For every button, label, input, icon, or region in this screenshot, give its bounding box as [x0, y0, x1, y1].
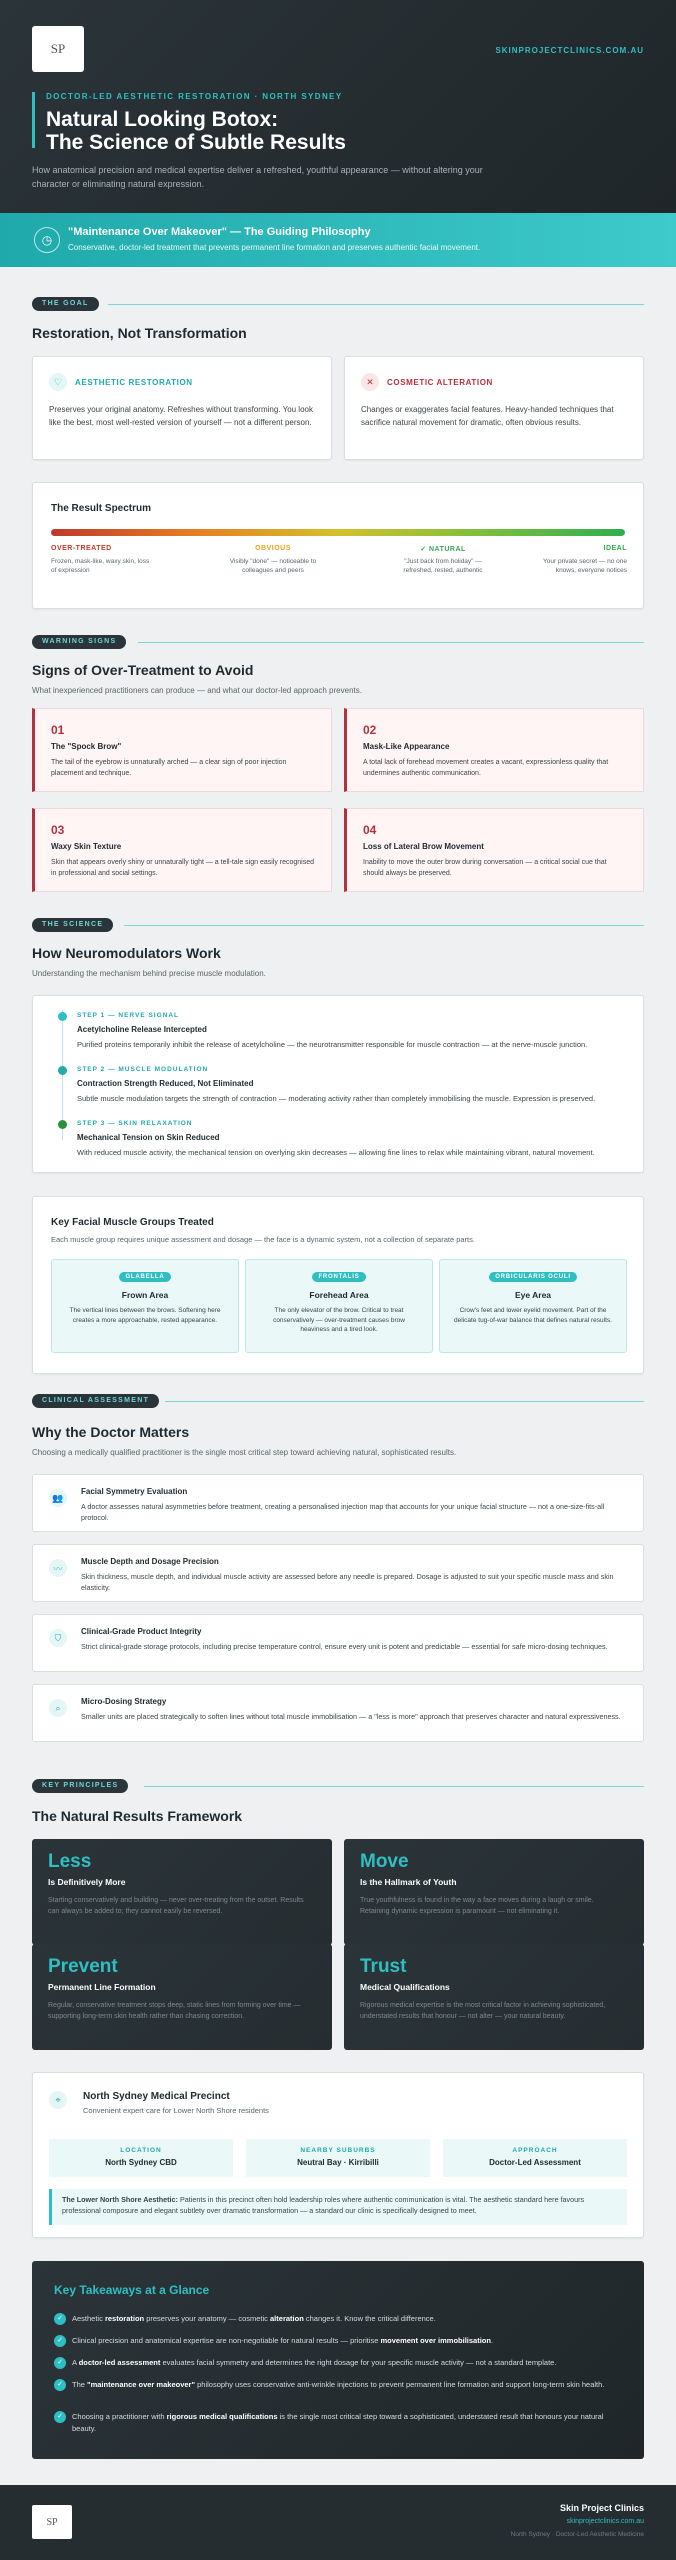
footer-logo[interactable]: SP	[32, 2505, 72, 2539]
step-title: Acetylcholine Release Intercepted	[77, 1025, 207, 1034]
muscle-tag: GLABELLA	[119, 1272, 170, 1282]
takeaway-item	[54, 2313, 624, 2325]
muscle-sub: Each muscle group requires unique assessment and dosage — the face is a dynamic system, not a collection of separate parts.	[51, 1235, 475, 1244]
section-pill-principles: KEY PRINCIPLES	[32, 1779, 128, 1793]
footer-clinic-name: Skin Project Clinics	[559, 2503, 644, 2513]
doctor-reason-row	[32, 1684, 644, 1742]
step-label: STEP 1 — NERVE SIGNAL	[77, 1012, 180, 1019]
location-note	[49, 2189, 627, 2225]
step-dot	[58, 1120, 67, 1129]
site-link[interactable]: SKINPROJECTCLINICS.COM.AU	[495, 46, 644, 55]
location-sub: Convenient expert care for Lower North Shore residents	[83, 2106, 269, 2115]
takeaway-item	[54, 2379, 624, 2391]
spectrum-label: IDEAL	[603, 545, 627, 552]
location-note-bold: The Lower North Shore Aesthetic:	[62, 2195, 178, 2204]
warning-desc: Skin that appears overly shiny or unnaturally tight — a tell-tale sign easily recognised in professional and social settings.	[51, 859, 315, 877]
principle-word: Less	[48, 1851, 92, 1872]
reason-desc: Skin thickness, muscle depth, and individual muscle activity are assessed before any needle is prepared. Dosage is adjusted to suit your specific muscle mass and skin elasticity.	[81, 1572, 614, 1592]
muscle-tag: ORBICULARIS OCULI	[489, 1272, 577, 1282]
muscle-name: Frown Area	[121, 1290, 169, 1300]
hero-subtitle: How anatomical precision and medical expertise deliver a refreshed, youthful appearance — without altering your character or eliminating natural expression.	[32, 165, 483, 189]
step-desc: Purified proteins temporarily inhibit the release of acetylcholine — the neurotransmitter responsible for muscle contraction — at the nerve-muscle junction.	[77, 1040, 588, 1049]
spectrum-desc: Visibly "done" — noticeable to colleagues and peers	[229, 558, 317, 574]
check-icon: ✓	[54, 2335, 66, 2347]
section-pill-clinical: CLINICAL ASSESSMENT	[32, 1394, 159, 1408]
step-dot	[58, 1012, 67, 1021]
principle-desc: Regular, conservative treatment stops deep, static lines from forming over time — supporting long-term skin health rather than chasing correction.	[48, 2002, 301, 2020]
warning-desc: A total lack of forehead movement creates a vacant, expressionless quality that undermines authentic communication.	[363, 759, 609, 777]
hero-eyebrow: DOCTOR-LED AESTHETIC RESTORATION · NORTH SYDNEY	[46, 92, 343, 101]
location-cell-value: Doctor-Led Assessment	[489, 2158, 581, 2167]
location-cell-label: LOCATION	[120, 2147, 162, 2154]
shield-icon: ⛉	[49, 1629, 67, 1647]
spectrum-gradient-bar	[51, 529, 625, 536]
principle-title: Is Definitively More	[48, 1877, 126, 1887]
science-sub: Understanding the mechanism behind precise muscle modulation.	[32, 969, 266, 978]
takeaway-text: Choosing a practitioner with rigorous medical qualifications is the single most critical step toward a sophisticated, understated result that honours your natural beauty.	[72, 2412, 604, 2433]
spectrum-desc: "Just back from holiday" — refreshed, rested, authentic	[403, 558, 483, 574]
spectrum-label: OBVIOUS	[255, 545, 291, 552]
step-title: Contraction Strength Reduced, Not Eliminated	[77, 1079, 254, 1088]
warning-number: 03	[51, 823, 65, 837]
section-pill-goal: THE GOAL	[32, 297, 99, 311]
muscle-group-card	[245, 1259, 433, 1353]
location-pin-icon: ⌖	[49, 2091, 67, 2109]
location-cell-value: Neutral Bay · Kirribilli	[297, 2158, 379, 2167]
spectrum-desc: Your private secret — no one knows, everyone notices	[543, 558, 627, 574]
location-cell	[443, 2139, 627, 2177]
location-cell-value: North Sydney CBD	[105, 2158, 177, 2167]
reason-title: Micro-Dosing Strategy	[81, 1697, 167, 1706]
clock-icon: ◷	[34, 227, 60, 253]
philosophy-banner	[0, 213, 676, 267]
footer-address: North Sydney · Doctor-Led Aesthetic Medicine	[510, 2531, 644, 2538]
check-icon: ✓	[54, 2357, 66, 2369]
heart-icon: ♡	[49, 373, 67, 391]
principle-card	[32, 1839, 332, 1945]
takeaway-item	[54, 2335, 624, 2347]
warning-desc: Inability to move the outer brow during conversation — a critical social cue that should always be preserved.	[363, 859, 607, 877]
reason-title: Facial Symmetry Evaluation	[81, 1487, 188, 1496]
section-pill-warning: WARNING SIGNS	[32, 635, 126, 649]
page-title	[46, 108, 606, 154]
muscle-desc: The only elevator of the brow. Critical to treat conservatively — over-treatment causes brow heaviness and a tired look.	[273, 1307, 405, 1333]
check-icon: ✓	[54, 2411, 66, 2423]
muscle-groups-card	[32, 1196, 644, 1374]
result-spectrum-card	[32, 482, 644, 609]
spectrum-label: ✓ NATURAL	[420, 546, 466, 553]
principle-desc: True youthfulness is found in the way a face moves during a laugh or smile. Retaining dynamic expression is paramount — not eliminating it.	[360, 1897, 594, 1915]
section-rule	[108, 304, 644, 305]
check-icon: ✓	[54, 2313, 66, 2325]
principle-title: Medical Qualifications	[360, 1982, 450, 1992]
restoration-title: AESTHETIC RESTORATION	[75, 378, 193, 387]
activity-icon: 〰	[49, 1559, 67, 1577]
philosophy-subtitle: Conservative, doctor-led treatment that prevents permanent line formation and preserves authentic facial movement.	[68, 243, 481, 252]
key-takeaways-panel	[32, 2261, 644, 2459]
location-cell	[49, 2139, 233, 2177]
spectrum-desc: Frozen, mask-like, waxy skin, loss of expression	[51, 558, 150, 574]
muscle-tag: FRONTALIS	[312, 1272, 365, 1282]
section-rule	[144, 1786, 644, 1787]
principle-desc: Starting conservatively and building — never over-treating from the outset. Results can always be added to; they cannot easily be reversed.	[48, 1897, 304, 1915]
muscle-group-card	[51, 1259, 239, 1353]
principle-word: Prevent	[48, 1956, 118, 1977]
takeaway-item	[54, 2357, 624, 2369]
warning-number: 02	[363, 723, 377, 737]
principle-card	[344, 1944, 644, 2050]
warning-heading: Signs of Over-Treatment to Avoid	[32, 662, 254, 678]
step-title: Mechanical Tension on Skin Reduced	[77, 1133, 220, 1142]
step-desc: Subtle muscle modulation targets the strength of contraction — moderating activity rather than completely immobilising the muscle. Expression is preserved.	[77, 1094, 596, 1103]
section-rule	[138, 642, 644, 643]
warning-sub: What inexperienced practitioners can produce — and what our doctor-led approach prevents.	[32, 686, 362, 695]
clinic-logo[interactable]: SP	[32, 26, 84, 72]
check-icon: ✓	[54, 2379, 66, 2391]
warning-title: Mask-Like Appearance	[363, 742, 450, 751]
mechanism-card	[32, 995, 644, 1173]
muscle-title: Key Facial Muscle Groups Treated	[51, 1217, 214, 1228]
step-label: STEP 3 — SKIN RELAXATION	[77, 1120, 193, 1127]
takeaway-text: A doctor-led assessment evaluates facial symmetry and determines the right dosage for your specific muscle activity — not a standard template.	[72, 2358, 557, 2367]
alteration-title: COSMETIC ALTERATION	[387, 378, 493, 387]
title-line-2: The Science of Subtle Results	[46, 131, 346, 154]
goal-heading: Restoration, Not Transformation	[32, 325, 247, 341]
warning-card	[32, 808, 332, 892]
doctor-sub: Choosing a medically qualified practitioner is the single most critical step toward achieving natural, sophisticated results.	[32, 1448, 457, 1457]
location-cell-label: APPROACH	[512, 2147, 558, 2154]
warning-title: Loss of Lateral Brow Movement	[363, 842, 484, 851]
muscle-name: Forehead Area	[309, 1290, 369, 1300]
warning-title: The "Spock Brow"	[51, 742, 122, 751]
warning-number: 04	[363, 823, 377, 837]
principle-card	[344, 1839, 644, 1945]
search-icon: ⌕	[49, 1699, 67, 1717]
location-cell-label: NEARBY SUBURBS	[300, 2147, 376, 2154]
hero-header	[0, 0, 676, 213]
takeaways-title: Key Takeaways at a Glance	[54, 2283, 210, 2297]
reason-desc: Smaller units are placed strategically to soften lines without total muscle immobilisation — a "less is more" approach that preserves character and natural expressiveness.	[81, 1712, 621, 1721]
step-desc: With reduced muscle activity, the mechanical tension on overlying skin decreases — allowing fine lines to relax while maintaining vibrant, natural movement.	[77, 1148, 595, 1157]
principle-title: Is the Hallmark of Youth	[360, 1877, 457, 1887]
footer	[0, 2485, 676, 2560]
takeaway-text: Aesthetic restoration preserves your anatomy — cosmetic alteration changes it. Know the critical difference.	[72, 2314, 436, 2323]
step-dot	[58, 1066, 67, 1075]
people-icon: 👥	[49, 1489, 67, 1507]
location-card	[32, 2072, 644, 2238]
reason-desc: A doctor assesses natural asymmetries before treatment, creating a personalised injection map that accounts for your unique facial structure — not a one-size-fits-all protocol.	[81, 1502, 605, 1522]
principle-card	[32, 1944, 332, 2050]
warning-desc: The tail of the eyebrow is unnaturally arched — a clear sign of poor injection placement and technique.	[51, 759, 287, 777]
alteration-body: Changes or exaggerates facial features. Heavy-handed techniques that sacrifice natural movement for dramatic, often obvious results.	[361, 405, 614, 427]
principle-word: Move	[360, 1851, 409, 1872]
step-label: STEP 2 — MUSCLE MODULATION	[77, 1066, 209, 1073]
takeaway-text: Clinical precision and anatomical expertise are non-negotiable for natural results — prioritise movement over immobilisation.	[72, 2336, 494, 2345]
warning-card	[344, 708, 644, 792]
section-pill-science: THE SCIENCE	[32, 918, 113, 932]
location-title: North Sydney Medical Precinct	[83, 2091, 230, 2102]
close-circle-icon: ✕	[361, 373, 379, 391]
muscle-group-card	[439, 1259, 627, 1353]
warning-number: 01	[51, 723, 65, 737]
reason-desc: Strict clinical-grade storage protocols, including precise temperature control, ensure every unit is potent and predictable — essential for safe micro-dosing techniques.	[81, 1642, 608, 1651]
doctor-reason-row	[32, 1544, 644, 1602]
spectrum-title: The Result Spectrum	[51, 503, 152, 514]
muscle-name: Eye Area	[514, 1290, 552, 1300]
principle-title: Permanent Line Formation	[48, 1982, 156, 1992]
location-note-text: Patients in this precinct often hold leadership roles where authentic communication is vital. The aesthetic standard here favours professional composure and elegant subtlety over dramatic transformation — a standard our clinic is specifically designed to meet.	[62, 2195, 585, 2215]
restoration-card	[32, 356, 332, 460]
doctor-heading: Why the Doctor Matters	[32, 1424, 190, 1440]
principle-word: Trust	[360, 1956, 407, 1977]
philosophy-title: "Maintenance Over Makeover" — The Guiding Philosophy	[68, 226, 371, 238]
warning-card	[32, 708, 332, 792]
accent-bar	[32, 92, 35, 148]
muscle-desc: The vertical lines between the brows. Softening here creates a more approachable, rested appearance.	[69, 1307, 221, 1324]
title-line-1: Natural Looking Botox:	[46, 108, 279, 131]
warning-card	[344, 808, 644, 892]
alteration-card	[344, 356, 644, 460]
reason-title: Clinical-Grade Product Integrity	[81, 1627, 202, 1636]
science-heading: How Neuromodulators Work	[32, 945, 221, 961]
section-rule	[165, 1401, 644, 1402]
doctor-reason-row	[32, 1614, 644, 1672]
muscle-desc: Crow's feet and lower eyelid movement. Part of the delicate tug-of-war balance that defines natural results.	[454, 1307, 612, 1324]
location-cell	[246, 2139, 430, 2177]
reason-title: Muscle Depth and Dosage Precision	[81, 1557, 219, 1566]
restoration-body: Preserves your original anatomy. Refreshes without transforming. You look like the best, most well-rested version of yourself — not a different person.	[49, 405, 313, 427]
doctor-reason-row	[32, 1474, 644, 1532]
principles-heading: The Natural Results Framework	[32, 1808, 243, 1824]
takeaway-item	[54, 2411, 624, 2435]
footer-website-link[interactable]: skinprojectclinics.com.au	[566, 2518, 644, 2525]
warning-title: Waxy Skin Texture	[51, 842, 122, 851]
spectrum-label: OVER-TREATED	[51, 545, 112, 552]
principle-desc: Rigorous medical expertise is the most critical factor in achieving sophisticated, understated results that honour — not alter — your natural beauty.	[360, 2002, 606, 2020]
section-rule	[124, 925, 644, 926]
takeaway-text: The "maintenance over makeover" philosophy uses conservative anti-wrinkle injections to prevent permanent line formation and support long-term skin health.	[72, 2380, 605, 2389]
